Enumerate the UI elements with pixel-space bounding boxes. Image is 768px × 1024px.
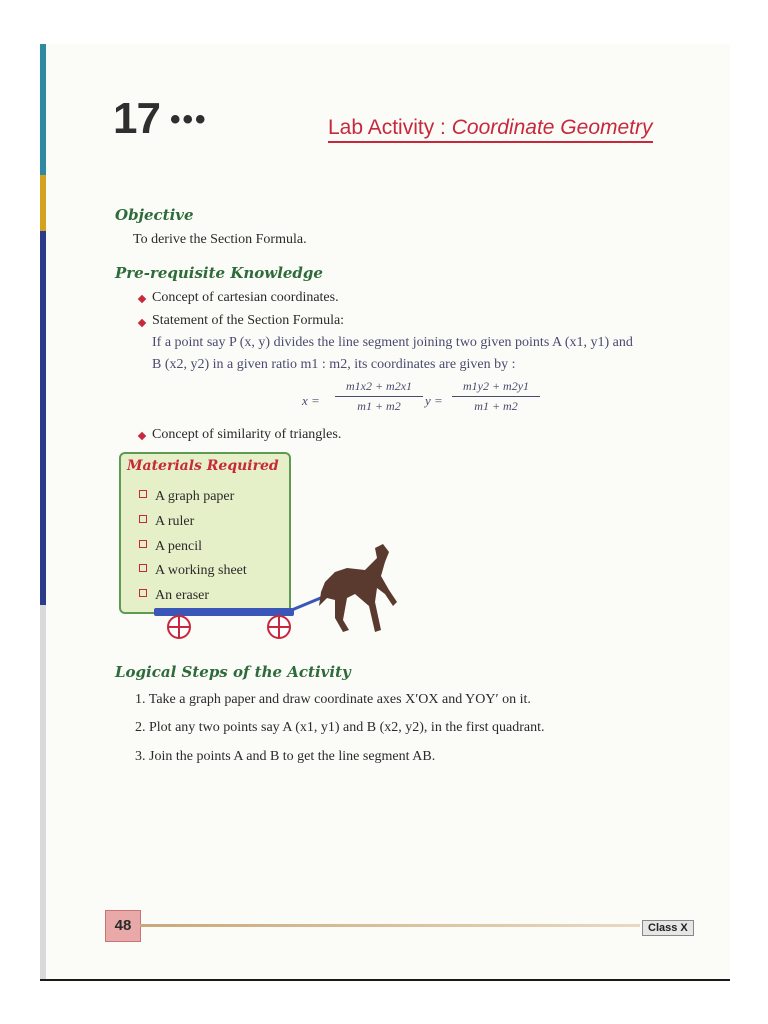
horse-silhouette — [319, 544, 397, 632]
page-number: 48 — [105, 910, 141, 942]
title-topic: Coordinate Geometry — [451, 116, 653, 139]
title-prefix: Lab Activity : — [328, 116, 452, 139]
material-item: A pencil — [139, 539, 202, 555]
chapter-number: 17 — [113, 94, 160, 143]
checkbox-square-icon — [139, 490, 147, 498]
class-label: Class X — [642, 920, 694, 936]
cart-wheel-icon — [167, 615, 191, 639]
page-binding-edge — [40, 44, 46, 979]
y-numerator: m1y2 + m2y1 — [462, 379, 530, 393]
step-2: 2. Plot any two points say A (x1, y1) and B (x2, y2), in the first quadrant. — [135, 720, 545, 735]
step-3: 3. Join the points A and B to get the line segment AB. — [135, 749, 436, 764]
formula-intro-line2: B (x2, y2) in a given ratio m1 : m2, its coordinates are given by : — [152, 357, 516, 372]
horse-icon — [285, 540, 415, 640]
materials-heading: Materials Required — [127, 458, 279, 474]
prerequisite-item-2: Statement of the Section Formula: — [152, 313, 345, 328]
checkbox-square-icon — [139, 515, 147, 523]
formula-intro-line1: If a point say P (x, y) divides the line segment joining two given points A (x1, y1) and — [152, 335, 633, 350]
step-1: 1. Take a graph paper and draw coordinate axes X′OX and YOY′ on it. — [135, 692, 531, 707]
footer-rule — [140, 924, 640, 927]
material-item: A ruler — [139, 514, 194, 530]
chapter-dots: ••• — [170, 103, 208, 136]
x-formula-label: x = — [302, 393, 320, 408]
prerequisite-item-3: Concept of similarity of triangles. — [152, 427, 342, 442]
material-item: A graph paper — [139, 489, 234, 505]
prerequisite-item-1: Concept of cartesian coordinates. — [152, 290, 339, 305]
material-item: A working sheet — [139, 563, 247, 579]
x-denominator: m1 + m2 — [357, 399, 401, 413]
steps-heading: Logical Steps of the Activity — [115, 663, 351, 681]
objective-heading: Objective — [115, 206, 194, 224]
y-formula-fraction — [452, 379, 540, 414]
x-formula-fraction — [335, 379, 423, 414]
y-denominator: m1 + m2 — [474, 399, 518, 413]
y-formula-label: y = — [425, 393, 443, 408]
chapter-title — [328, 116, 653, 143]
x-numerator: m1x2 + m2x1 — [345, 379, 413, 393]
checkbox-square-icon — [139, 540, 147, 548]
objective-text: To derive the Section Formula. — [133, 232, 307, 247]
checkbox-square-icon — [139, 589, 147, 597]
prerequisite-heading: Pre-requisite Knowledge — [115, 264, 323, 282]
material-item: An eraser — [139, 588, 209, 604]
checkbox-square-icon — [139, 564, 147, 572]
